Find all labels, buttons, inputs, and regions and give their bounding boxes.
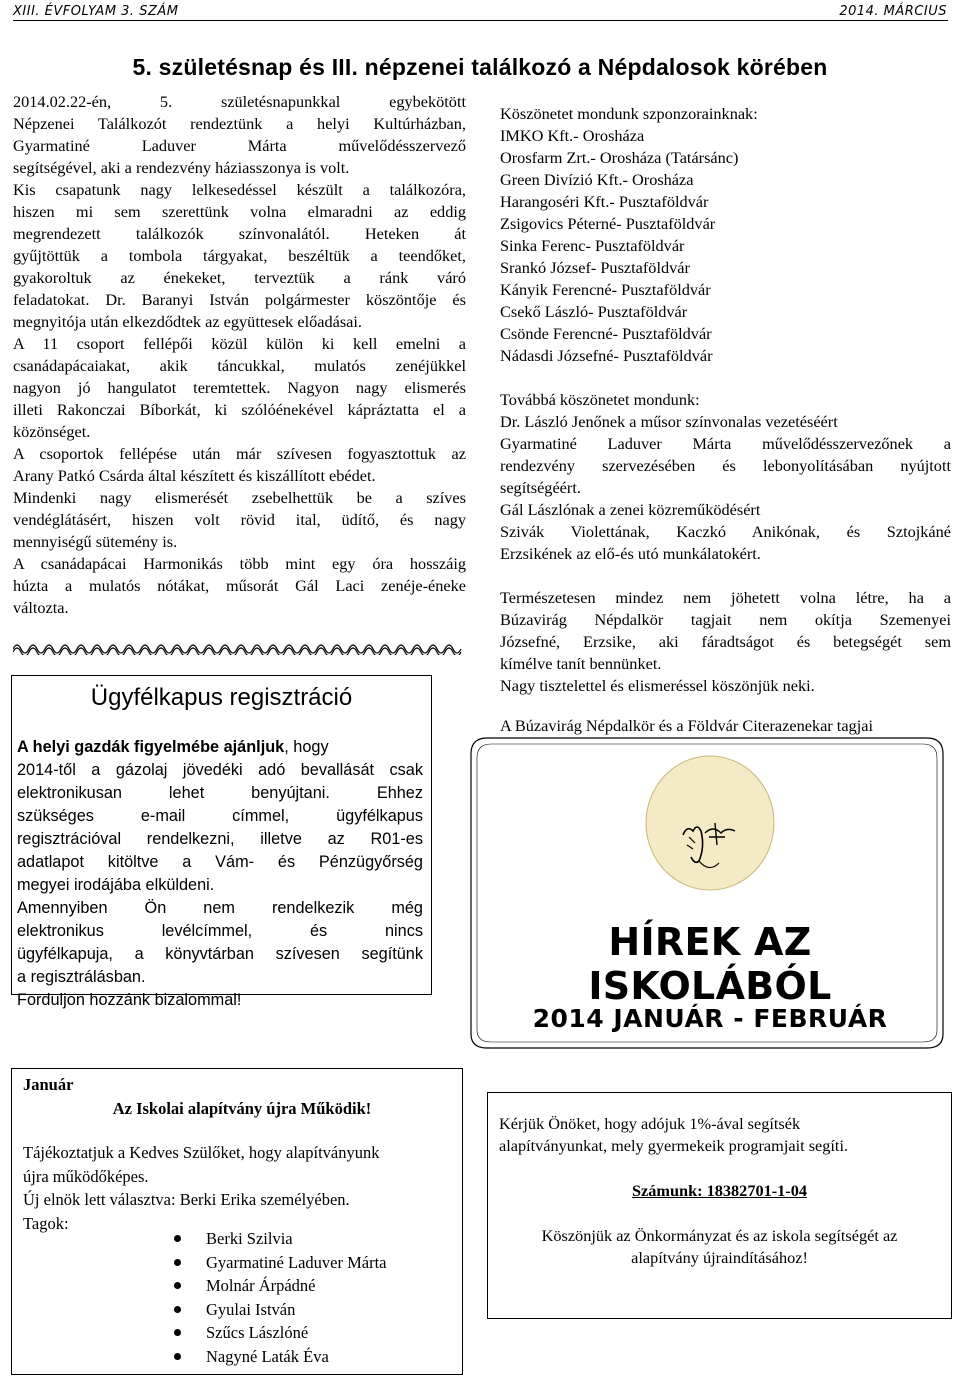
school-logo-emblem (643, 753, 777, 893)
article-line: csanádapácaiakat, akik táncukkal, mulatós zenéjükkel (13, 356, 466, 375)
wavy-divider (13, 637, 465, 655)
article-line: Kis csapatunk nagy lelkesedéssel készült a találkozóra, (13, 180, 466, 199)
member-item: Nagyné Laták Éva (174, 1345, 387, 1369)
article-line: megnyitója után elkezdődtek az együttesek előadásai. (13, 312, 363, 331)
ugyfelkapu-line: regisztrációval rendelkezni, illetve az R01-es (17, 830, 423, 848)
article-line: gyakoroltuk az énekeket, terveztük a ránk váró (13, 268, 466, 287)
thanks-line: Gyarmatiné Laduver Márta művelődésszervezőnek a (500, 434, 951, 453)
article-line: gyűjtöttük a tombola tárgyakat, beszéltük a teendőket, (13, 246, 466, 265)
article-line: A 11 csoport fellépői közül külön ki kell emelni a (13, 334, 466, 353)
ugyfelkapu-line: elektronikusan lehet benyújtani. Ehhez (17, 784, 423, 802)
sponsor-item: Csekő László- Pusztaföldvár (500, 302, 688, 321)
sponsor-item: Zsigovics Péterné- Pusztaföldvár (500, 214, 716, 233)
sponsor-list (500, 125, 951, 367)
member-item: Gyarmatiné Laduver Márta (174, 1251, 387, 1275)
thanks-title: Továbbá köszönetet mondunk: (500, 390, 700, 409)
article-line: A csoportok fellépése után már szívesen fogyasztottuk az (13, 444, 466, 463)
article-line: Gyarmatiné Laduver Márta művelődésszervező (13, 136, 466, 155)
ugyfelkapu-intro: A helyi gazdák figyelmébe ajánljuk (17, 738, 285, 756)
ugyfelkapu-line: Amennyiben Ön nem rendelkezik még (17, 899, 423, 917)
ugyfelkapu-title: Ügyfélkapus regisztráció (90, 684, 353, 711)
ugyfelkapu-line: Forduljon hozzánk bizalommal! (17, 991, 242, 1009)
foundation-line: újra működőképes. (23, 1166, 149, 1186)
school-news-subtitle: 2014 JANUÁR - FEBRUÁR (532, 1004, 888, 1033)
issue-label: XIII. ÉVFOLYAM 3. SZÁM (13, 4, 179, 19)
article-right-column (500, 103, 951, 737)
sponsor-item: Harangoséri Kft.- Pusztaföldvár (500, 192, 709, 211)
article-line: húzta a mulatós nótákat, műsorát Gál Laci zenéje-éneke (13, 576, 466, 595)
article-line: Arany Patkó Csárda által készített és kiszállított ebédet. (13, 466, 376, 485)
article-headline: 5. születésnap és III. népzenei találkozó a Népdalosok körében (132, 54, 828, 80)
ugyfelkapu-notice-box (11, 675, 432, 1009)
donation-thanks (488, 1225, 951, 1269)
ugyfelkapu-body (17, 736, 423, 1012)
ugyfelkapu-line: a regisztrálásban. (17, 968, 146, 986)
article-line: megrendezett találkozók színvonalától. Heteken át (13, 224, 466, 243)
sponsors-title: Köszönetet mondunk szponzorainknak: (500, 104, 758, 123)
sponsor-item: Orosfarm Zrt.- Orosháza (Tatársánc) (500, 148, 739, 167)
donation-text (499, 1113, 848, 1157)
thanks-line: rendezvény szervezésében és lebonyolításában nyújtott (500, 456, 951, 475)
article-line: segítségével, aki a rendezvény háziasszonya is volt. (13, 158, 350, 177)
article-line: közönséget. (13, 422, 91, 441)
member-item: Szűcs Lászlóné (174, 1321, 387, 1345)
article-line: vendéglátásért, hiszen volt rövid ital, üdítő, és nagy (13, 510, 466, 529)
article-line: illeti Rakonczai Bíborkát, ki szólóénekével kápráztatta el a (13, 400, 466, 419)
ugyfelkapu-line: , hogy (284, 738, 329, 756)
ugyfelkapu-line: ügyfélkapuja, a könyvtárban szívesen segítünk (17, 945, 423, 963)
article-line: változta. (13, 598, 69, 617)
thanks-line: Dr. László Jenőnek a műsor színvonalas vezetéséért (500, 412, 838, 431)
sponsor-item: Nádasdi Józsefné- Pusztaföldvár (500, 346, 713, 365)
donation-line: alapítványunkat, mely gyermekeik programjait segíti. (499, 1136, 849, 1155)
article-signature: A Búzavirág Népdalkör és a Földvár Citerazenekar tagjai (500, 716, 873, 735)
article-line: nagyon jó hangulatot teremtettek. Nagyon nagy elismerés (13, 378, 466, 397)
ugyfelkapu-line: adatlapot kitöltve a Vám- és Pénzügyőrség (17, 853, 423, 871)
foundation-text (23, 1141, 379, 1235)
januar-news-box (11, 1068, 463, 1375)
issue-date: 2014. MÁRCIUS (839, 4, 947, 19)
sponsor-item: Kányik Ferencné- Pusztaföldvár (500, 280, 711, 299)
thanks-line: Erzsikének az elő-és utó munkálatokért. (500, 544, 761, 563)
sponsor-item: Srankó József- Pusztaföldvár (500, 258, 690, 277)
closing-line: Józsefné, Erzsike, aki fáradtságot és betegségét sem (500, 632, 951, 651)
ugyfelkapu-line: szükséges e-mail címmel, ügyfélkapus (17, 807, 423, 825)
school-news-title: HÍREK AZ ISKOLÁBÓL (588, 920, 832, 1008)
donation-thanks-line: alapítvány újraindításához! (631, 1248, 808, 1267)
article-line: A csanádapácai Harmonikás több mint egy óra hosszáig (13, 554, 466, 573)
foundation-line: Tagok: (23, 1213, 69, 1233)
member-list (174, 1227, 387, 1368)
sponsor-item: Sinka Ferenc- Pusztaföldvár (500, 236, 685, 255)
thanks-line: Szivák Violettának, Kaczkó Anikónak, és Sztojkáné (500, 522, 951, 541)
article-left-column (13, 91, 466, 619)
closing-line: kímélve tanít bennünket. (500, 654, 662, 673)
foundation-line: Új elnök lett választva: Berki Erika személyében. (23, 1190, 350, 1209)
sponsor-item: Csönde Ferencné- Pusztaföldvár (500, 324, 712, 343)
foundation-headline: Az Iskolai alapítvány újra Működik! (112, 1099, 372, 1118)
thanks-line: segítségéért. (500, 478, 581, 497)
closing-line: Nagy tisztelettel és elismeréssel köszönjük neki. (500, 676, 815, 695)
ugyfelkapu-line: 2014-től a gázolaj jövedéki adó bevallását csak (17, 761, 423, 779)
article-line: Népzenei Találkozót rendeztünk a helyi Kultúrházban, (13, 114, 466, 133)
donation-line: Kérjük Önöket, hogy adójuk 1%-ával segítsék (499, 1114, 801, 1133)
member-item: Berki Szilvia (174, 1227, 387, 1251)
article-line: Mindenki nagy elismerését zsebelhettük be a szíves (13, 488, 466, 507)
donation-thanks-line: Köszönjük az Önkormányzat és az iskola segítségét az (541, 1226, 898, 1245)
member-item: Gyulai István (174, 1298, 387, 1322)
member-item: Molnár Árpádné (174, 1274, 387, 1298)
article-line: 2014.02.22-én, 5. születésnapunkkal egybekötött (13, 92, 466, 111)
closing-line: Búzavirág Népdalkör tagjait nem okítja Szemenyei (500, 610, 951, 629)
ugyfelkapu-line: megyei irodájába elküldeni. (17, 876, 215, 894)
closing-line: Természetesen mindez nem jöhetett volna létre, ha a (500, 588, 951, 607)
thanks-line: Gál Lászlónak a zenei közreműködésért (500, 500, 761, 519)
foundation-line: Tájékoztatjuk a Kedves Szülőket, hogy alapítványunk (23, 1143, 380, 1162)
tax-donation-box (487, 1092, 952, 1319)
tax-number: Számunk: 18382701-1-04 (631, 1181, 808, 1200)
article-line: mennyiségű sütemény is. (13, 532, 178, 551)
sponsor-item: IMKO Kft.- Orosháza (500, 126, 645, 145)
month-heading: Január (23, 1075, 74, 1094)
article-line: hiszen mi sem szerettünk volna elmaradni az eddig (13, 202, 466, 221)
sponsor-item: Green Divízió Kft.- Orosháza (500, 170, 694, 189)
header-divider (13, 20, 948, 21)
ugyfelkapu-line: elektronikus levélcímmel, és nincs (17, 922, 423, 940)
article-line: feladatokat. Dr. Baranyi István polgármester köszöntője és (13, 290, 466, 309)
